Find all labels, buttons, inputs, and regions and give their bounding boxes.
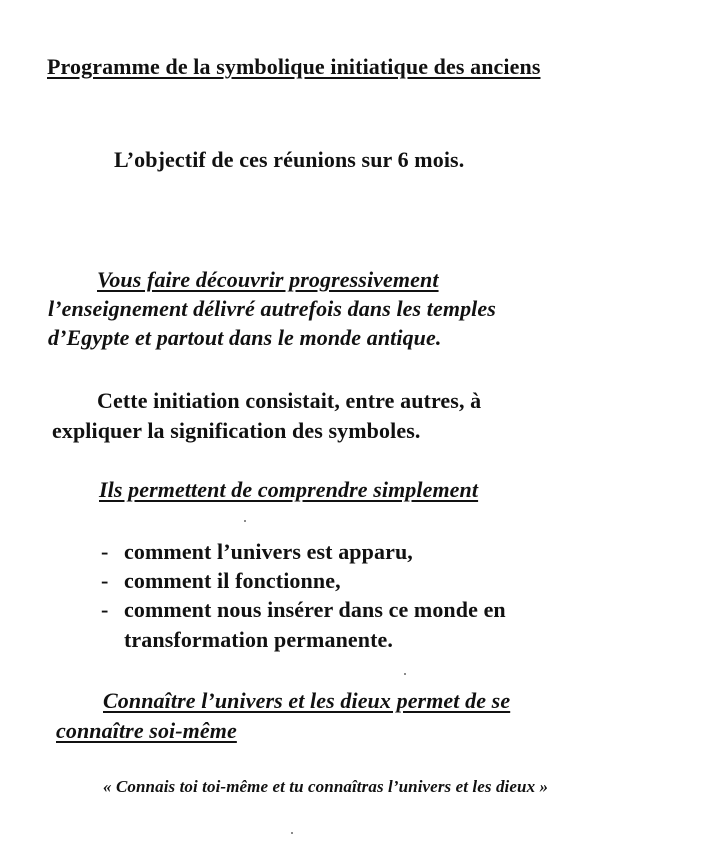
list-item: comment il fonctionne, — [124, 568, 341, 593]
paragraph4-line1: Connaître l’univers et les dieux permet de se — [103, 688, 511, 713]
list-item: comment nous insérer dans ce monde en — [124, 597, 506, 622]
bullet-marker: - — [101, 597, 109, 622]
paragraph1-line3: d’Egypte et partout dans le monde antique. — [48, 325, 442, 350]
bullet-marker: - — [101, 539, 109, 564]
scan-speck — [291, 832, 293, 834]
objective-heading: L’objectif de ces réunions sur 6 mois. — [114, 147, 465, 172]
paragraph3-lead: Ils permettent de comprendre simplement — [99, 477, 479, 502]
paragraph4-line2: connaître soi-même — [56, 718, 237, 743]
paragraph2-line2: expliquer la signification des symboles. — [52, 418, 421, 443]
list-item-continuation: transformation permanente. — [124, 627, 393, 652]
scan-speck — [404, 673, 406, 675]
document-title: Programme de la symbolique initiatique des anciens — [47, 54, 541, 79]
paragraph2-line1: Cette initiation consistait, entre autres, à — [97, 388, 482, 413]
list-item: comment l’univers est apparu, — [124, 539, 413, 564]
paragraph1-line2: l’enseignement délivré autrefois dans les temples — [48, 296, 496, 321]
closing-quote: « Connais toi toi-même et tu connaîtras l’univers et les dieux » — [103, 777, 549, 796]
bullet-marker: - — [101, 568, 109, 593]
scan-speck — [244, 520, 246, 522]
paragraph1-lead: Vous faire découvrir progressivement — [97, 267, 439, 292]
